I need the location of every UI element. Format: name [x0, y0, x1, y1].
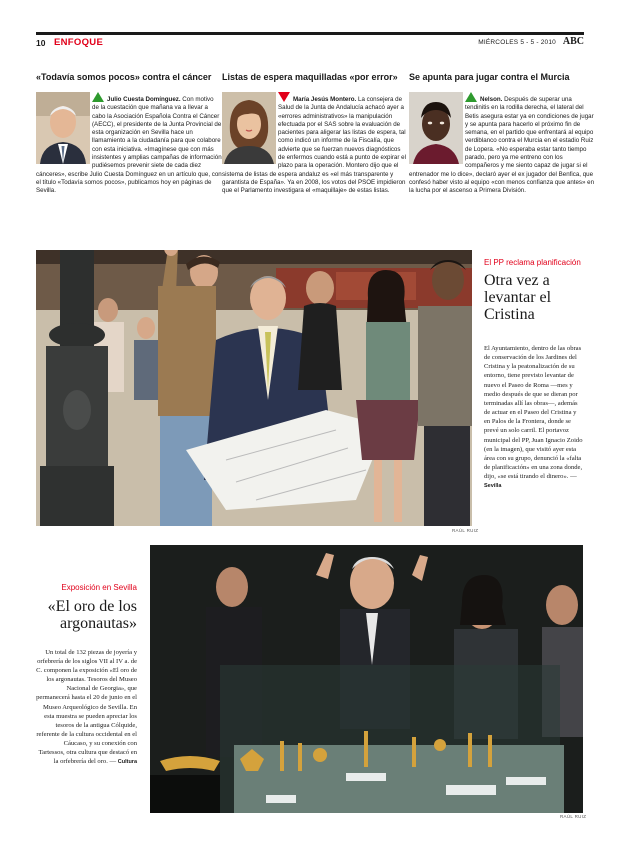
story-body: El Ayuntamiento, dentro de las obras de conservación de los Jardines del Cristina y la peatonalización de su entorno, tiene previsto levantar de nuevo el Paseo de Roma —mes y medio después de que se dieran por terminadas allí las obras—, además de actuar en el Paseo del Cristina y en Palos de la Frontera, donde se prevé un solo carril. El portavoz municipal del PP, Juan Ignacio Zoido (en la imagen), que visitó ayer esta área con su grupo, denunció la «falta de planificación» en una zona donde, dijo, «se está tirando el dinero». — Sevilla: [484, 345, 583, 490]
brief-body: La consejera de Salud de la Junta de Andalucía achacó ayer a «errores administrativos» la manipulación efectuada por el SAS sobre la evaluación de pacientes para aligerar las listas de espera, tal como indicó un informe de la Fiscalía, que advierte que se fuerzan nuevos diagnósticos de enfermos cuando está a punto de expirar el plazo para la operación. Montero dijo que el sistema de listas de espera andaluz es «el más transparente y garantista de España». Ya en 2008, los votos del PSOE impidieron que el Parlamento investigara el «maquillaje» de estas listas.: [222, 96, 406, 195]
portrait-photo: [36, 92, 90, 164]
brief-person: María Jesús Montero.: [293, 96, 357, 103]
news-photo-street-visit: [36, 250, 472, 526]
story-headline: «El oro de los argonautas»: [47, 598, 137, 632]
brief-body: Con motivo de la cuestación que mañana va a llevar a cabo la Asociación Española Contra el Cáncer (AECC), el presidente de la Junta Provincial de esta organización en Sevilla hace un llamamiento a la ciudadanía para que colabore con esta iniciativa. «Imagínese que con más insistentes y amplias campañas de información pudiésemos prevenir siete de cada diez cánceres», escribe Julio Cuesta Domínguez en un artículo que, con el título «Todavía somos pocos», publicamos hoy en páginas de Sevilla.: [36, 96, 222, 195]
trend-up-icon: [92, 92, 104, 102]
brief-nelson: [409, 72, 595, 196]
brief-body: Después de superar una tendinitis en la rodilla derecha, el lateral del Betis asegura estar ya en condiciones de jugar y se apunta para hacerlo el próximo fin de semana, en el partido que enfrentará al equipo verdiblanco contra el Murcia en el estadio Ruiz de Lopera. «No esperaba estar tanto tiempo parado, pero ya me entreno con los compañeros y me siento capaz de jugar si el entrenador me lo dice», declaró ayer el ex jugador del Benfica, que confesó haber visto al equipo «con menos confianza que antes» en la lucha por el ascenso a Primera División.: [409, 96, 595, 195]
story-signature: Cultura: [117, 759, 137, 766]
brief-title: Se apunta para jugar contra el Murcia: [409, 72, 570, 82]
brief-title: Listas de espera maquilladas «por error»: [222, 72, 398, 82]
news-photo-exhibition: [150, 545, 583, 813]
newspaper-logo: ABC: [562, 36, 584, 47]
page-header: [36, 32, 584, 48]
brief-person: Nelson.: [480, 96, 503, 103]
portrait-photo: [222, 92, 276, 164]
story-headline: Otra vez a levantar el Cristina: [484, 272, 552, 323]
trend-down-icon: [278, 92, 290, 102]
story-body: Un total de 132 piezas de joyería y orfebrería de los siglos VII al IV a. de C. componen la exposición «El oro de los argonautas. Tesoros del Museo Nacional de Georgia», que permanecerá hasta el 20 de junio en el Museo Arqueológico de Sevilla. En esta muestra se pueden apreciar los tesoros de la antigua Cólquide, referente de la cultura occidental en el Cáucaso, y su conexión con Tartessos, otra cultura que destacó en la orfebrería del oro. — Cultura: [36, 649, 137, 766]
page-number: 10: [36, 38, 46, 48]
story-kicker: Exposición en Sevilla: [61, 583, 137, 592]
brief-title: «Todavía somos pocos» contra el cáncer: [36, 72, 212, 82]
portrait-photo: [409, 92, 463, 164]
brief-listas-espera: [222, 72, 408, 196]
brief-cancer: [36, 72, 222, 196]
photo-credit: RAÚL RUIZ: [560, 814, 587, 819]
brief-person: Julio Cuesta Domínguez.: [107, 96, 181, 103]
section-label: ENFOQUE: [54, 37, 104, 48]
story-signature: Sevilla: [484, 483, 502, 490]
photo-credit: RAÚL RUIZ: [452, 528, 479, 533]
story-kicker: El PP reclama planificación: [484, 258, 581, 267]
trend-up-icon: [465, 92, 477, 102]
issue-date: MIÉRCOLES 5 - 5 - 2010: [478, 39, 556, 46]
